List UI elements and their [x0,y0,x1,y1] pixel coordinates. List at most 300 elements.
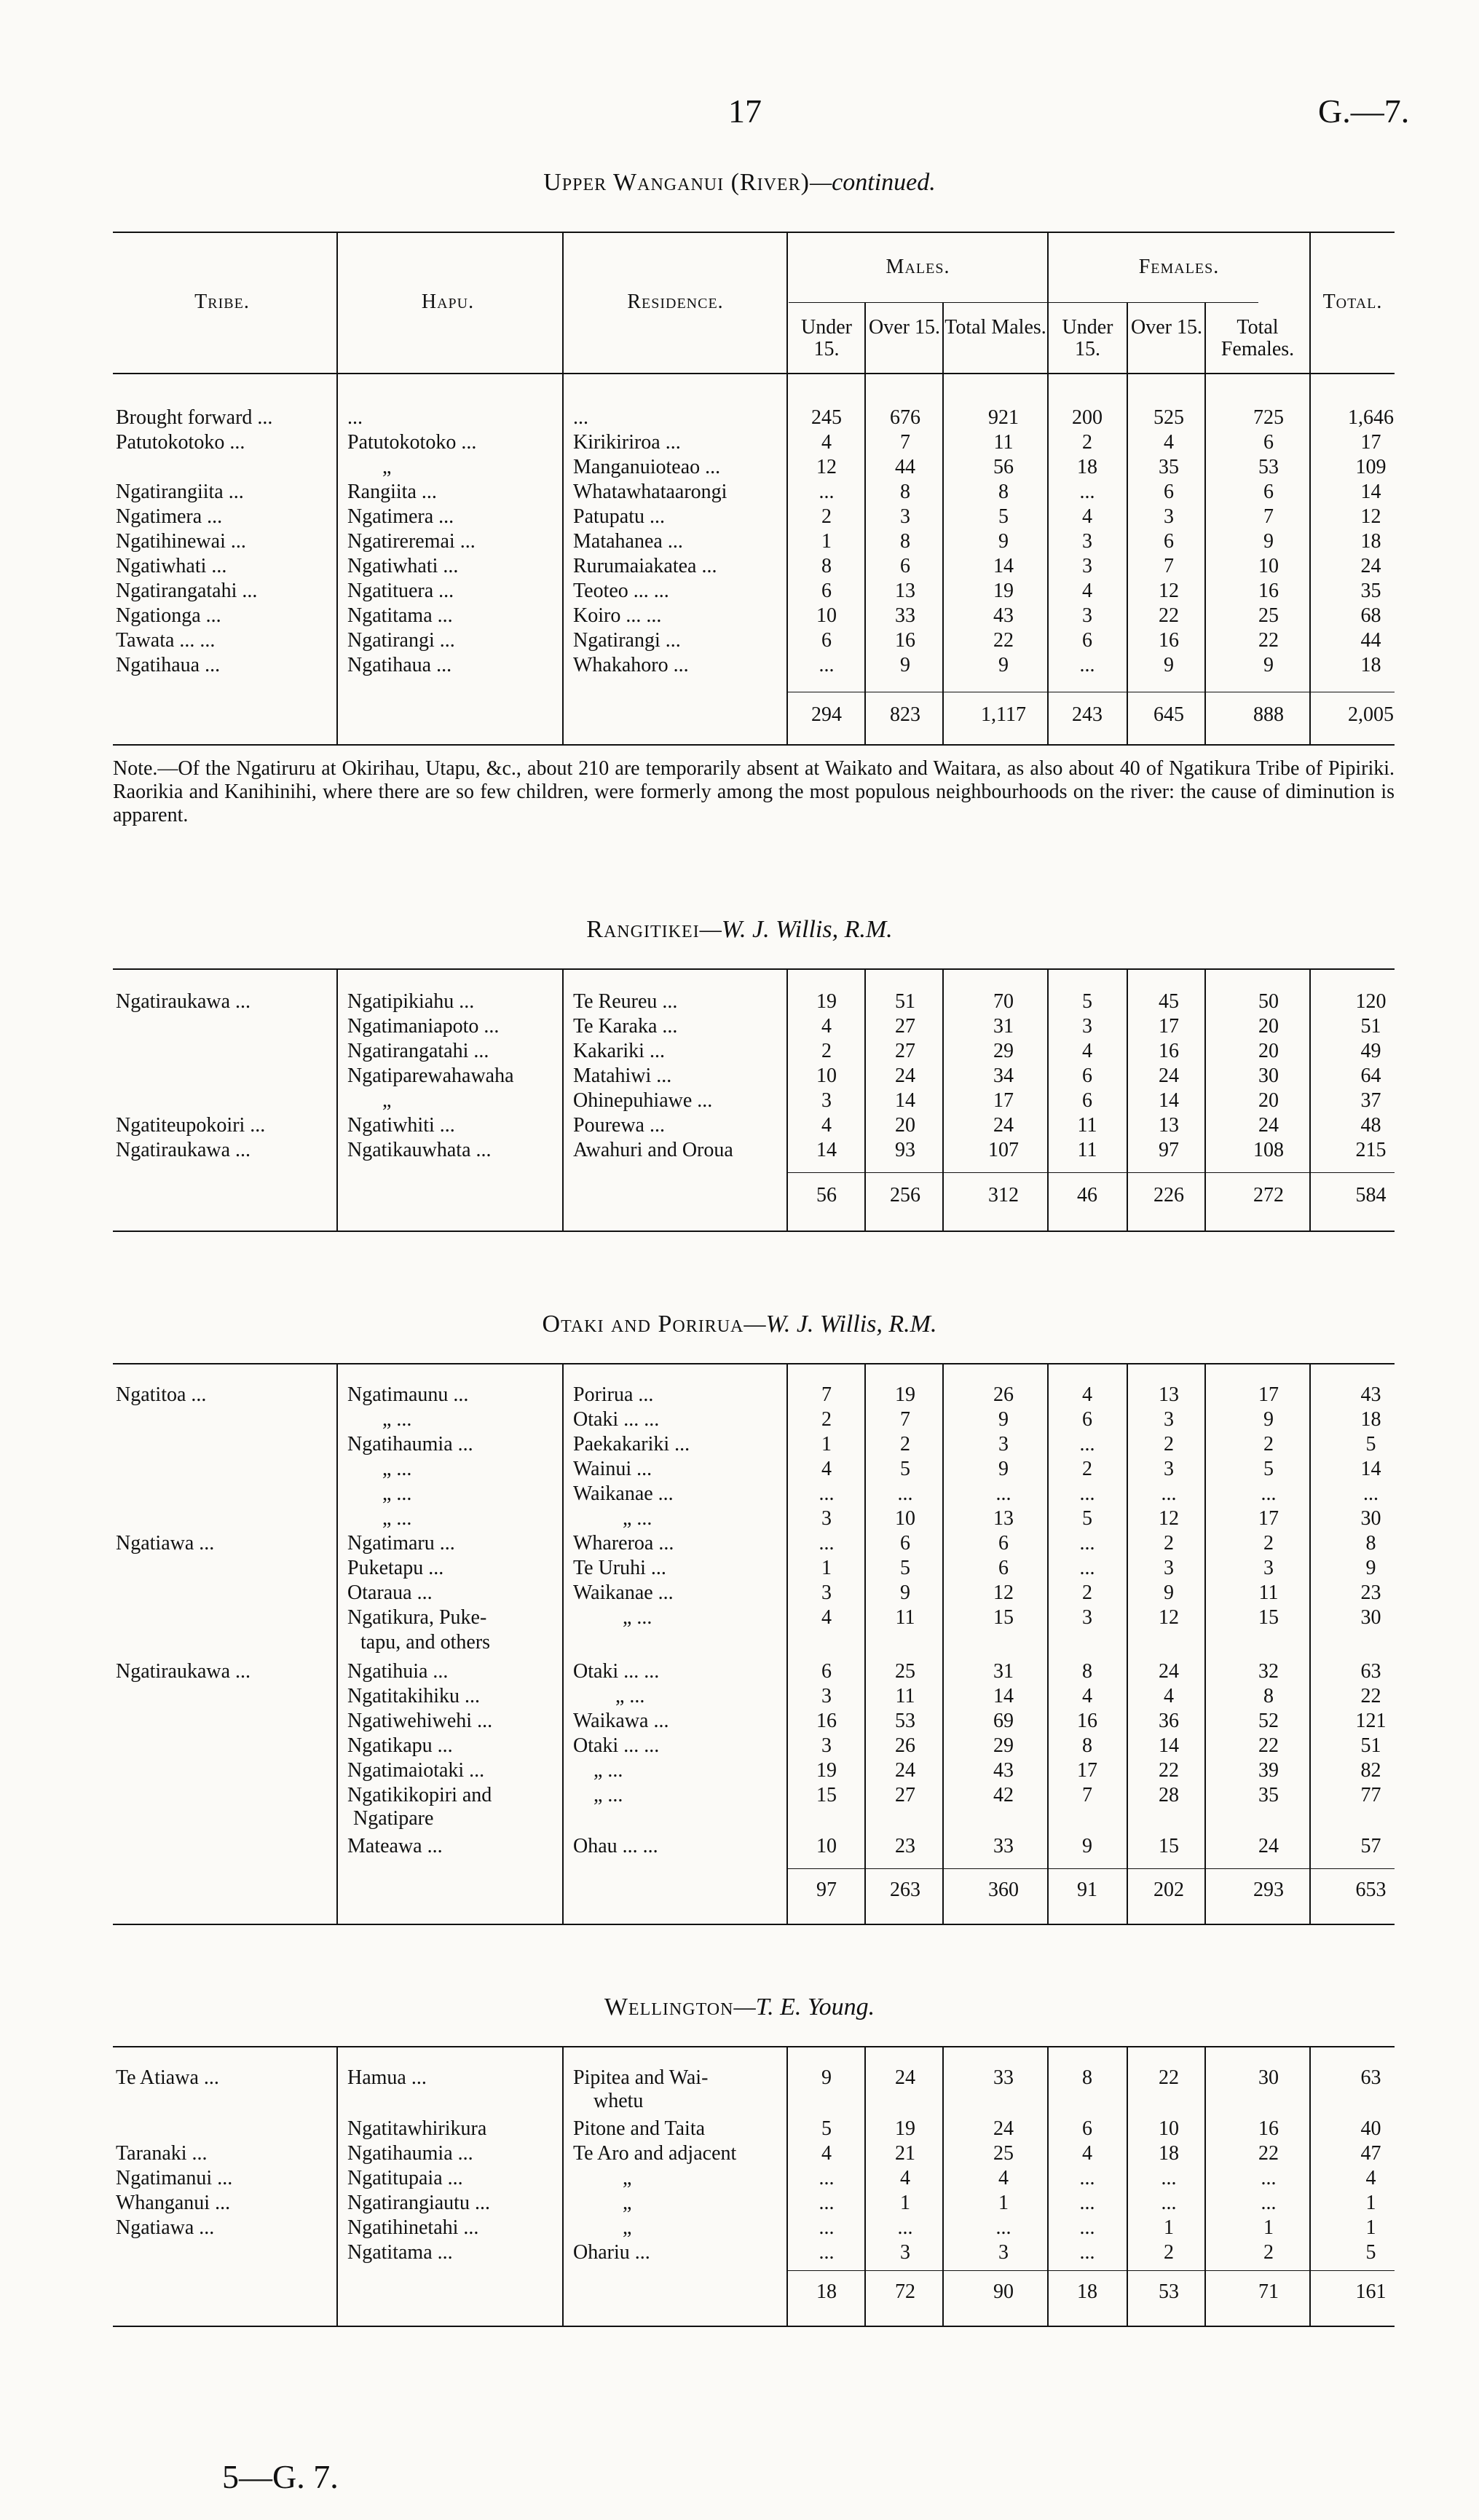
hapu-cell: Ngatituera ... [347,580,454,602]
value-cell: 16 [1077,1710,1097,1732]
value-cell: 16 [816,1710,837,1732]
hapu-cell: Otaraua ... [347,1581,433,1604]
total-cell: 226 [1153,1184,1184,1206]
total-cell: 71 [1258,2280,1279,2303]
value-cell: 9 [998,1458,1009,1480]
value-cell: 20 [895,1114,915,1137]
value-cell: 7 [1082,1784,1092,1806]
note-paragraph: Note.—Of the Ngatiruru at Okirihau, Utapu, &c., about 210 are temporarily absent at Waikato and Waitara, as also about 40 of Ngatikura Tribe of Pipiriki. Raorikia and Kanihinihi, where there are so few children, were formerly among the most populous neighbourhoods on the river: the cause of diminution is apparent. [113,757,1395,826]
residence-cell: „ [623,2192,632,2214]
value-cell: 4 [900,2167,910,2189]
residence-cell: Kirikiriroa ... [573,431,681,454]
total-cell: 584 [1355,1184,1387,1206]
table-row [113,1040,1395,1064]
value-cell: 15 [816,1784,837,1806]
tribe-cell: Ngatiraukawa ... [116,1660,251,1683]
hapu-cell: Ngatitama ... [347,2241,453,2264]
value-cell: 24 [993,1114,1014,1137]
value-cell: 9 [1164,1581,1174,1604]
value-cell: 2 [1164,1433,1174,1455]
hapu-cell: Ngatireremai ... [347,530,476,553]
value-cell: 6 [1082,2117,1092,2140]
value-cell: 43 [993,1759,1014,1782]
value-cell: 6 [1082,629,1092,652]
tribe-cell: Taranaki ... [116,2142,208,2165]
table-row [113,1557,1395,1581]
value-cell: 7 [900,1408,910,1431]
value-cell: 108 [1253,1139,1284,1161]
value-cell: 4 [1082,1040,1092,1062]
value-cell: 2 [1263,2241,1274,2264]
value-cell: 4 [998,2167,1009,2189]
tribe-cell: Ngatiawa ... [116,1532,215,1555]
value-cell: 8 [1263,1685,1274,1707]
subheader-rule [789,302,1258,303]
residence-cell: Matahiwi ... [573,1065,672,1087]
total-cell: 653 [1355,1879,1387,1901]
value-cell: ... [1161,2192,1177,2214]
value-cell: 245 [811,406,842,429]
value-cell: 4 [821,1114,832,1137]
table-row [113,2167,1395,2191]
value-cell: 107 [988,1139,1019,1161]
value-cell: 3 [821,1734,832,1757]
value-cell: 30 [1258,1065,1279,1087]
value-cell: 10 [1159,2117,1179,2140]
value-cell: 77 [1360,1784,1381,1806]
value-cell: 22 [1258,629,1279,652]
col-tribe: Tribe. [194,291,250,313]
table-row [113,1710,1395,1734]
value-cell: 16 [1258,580,1279,602]
value-cell: 1 [1365,2192,1376,2214]
value-cell: 30 [1258,2066,1279,2089]
value-cell: 32 [1258,1660,1279,1683]
value-cell: 22 [1159,2066,1179,2089]
value-cell: ... [897,1482,913,1505]
value-cell: 45 [1159,990,1179,1013]
hapu-cell: Ngatipikiahu ... [347,990,475,1013]
residence-cell: Waikanae ... [573,1581,674,1604]
value-cell: ... [1079,2192,1095,2214]
value-cell: 10 [816,1835,837,1857]
residence-cell: Waikawa ... [573,1710,669,1732]
value-cell: 24 [1258,1114,1279,1137]
col-females-over15: Over 15. [1131,316,1202,339]
value-cell: 35 [1360,580,1381,602]
value-cell: 18 [1360,654,1381,676]
hapu-cell: Ngatikapu ... [347,1734,453,1757]
totals-rule [786,1172,1395,1173]
value-cell: 24 [993,2117,1014,2140]
value-cell: 3 [1082,1606,1092,1629]
value-cell: 4 [1164,431,1174,454]
tribe-cell: Ngatiraukawa ... [116,1139,251,1161]
hapu-cell: Ngatiwhati ... [347,555,459,577]
value-cell: ... [819,654,835,676]
total-cell: 72 [895,2280,915,2303]
residence-cell: Pitone and Taita [573,2117,706,2140]
value-cell: 24 [1159,1660,1179,1683]
hapu-cell: tapu, and others [360,1631,491,1654]
value-cell: 19 [993,580,1014,602]
table-row [113,555,1395,579]
value-cell: 13 [1159,1383,1179,1406]
value-cell: 5 [998,505,1009,528]
residence-cell: Te Reureu ... [573,990,678,1013]
table-row [113,604,1395,628]
value-cell: 11 [1077,1139,1097,1161]
hapu-cell: Ngatikura, Puke- [347,1606,487,1629]
value-cell: 15 [1258,1606,1279,1629]
value-cell: 6 [1164,481,1174,503]
value-cell: ... [1079,2241,1095,2264]
value-cell: 9 [821,2066,832,2089]
value-cell: 1,646 [1348,406,1394,429]
residence-cell: Ngatirangi ... [573,629,681,652]
value-cell: 24 [1159,1065,1179,1087]
value-cell: 14 [1360,1458,1381,1480]
value-cell: 51 [1360,1734,1381,1757]
value-cell: 12 [1159,1606,1179,1629]
hapu-cell: Ngatikikopiri and [347,1784,492,1806]
value-cell: 14 [1360,481,1381,503]
col-females: Females. [1138,256,1220,278]
residence-cell: Ohinepuhiawe ... [573,1089,713,1112]
value-cell: ... [1079,1532,1095,1555]
residence-cell: Teoteo ... ... [573,580,669,602]
value-cell: 52 [1258,1710,1279,1732]
value-cell: 3 [1082,1015,1092,1038]
hapu-cell: Mateawa ... [347,1835,443,1857]
value-cell: 23 [1360,1581,1381,1604]
total-cell: 2,005 [1348,703,1394,726]
value-cell: ... [897,2216,913,2239]
value-cell: 57 [1360,1835,1381,1857]
header-top-rule [113,232,1395,233]
value-cell: 4 [821,431,832,454]
value-cell: 17 [1077,1759,1097,1782]
value-cell: 69 [993,1710,1014,1732]
value-cell: 1 [900,2192,910,2214]
value-cell: ... [819,2241,835,2264]
value-cell: 2 [1164,2241,1174,2264]
hapu-cell: Ngatimaru ... [347,1532,455,1555]
value-cell: 28 [1159,1784,1179,1806]
hapu-cell: Ngatirangatahi ... [347,1040,489,1062]
page-number: 17 [728,92,762,130]
value-cell: 27 [895,1015,915,1038]
table-row [113,2192,1395,2216]
value-cell: 6 [900,1532,910,1555]
value-cell: 50 [1258,990,1279,1013]
table-row [113,1784,1395,1808]
table-row [113,1759,1395,1783]
value-cell: 17 [1258,1383,1279,1406]
value-cell: 5 [900,1458,910,1480]
table-row [113,2090,1395,2114]
table-row [113,1660,1395,1684]
value-cell: 31 [993,1015,1014,1038]
value-cell: 3 [1164,1408,1174,1431]
hapu-cell: Ngatihaumia ... [347,1433,473,1455]
value-cell: 6 [1164,530,1174,553]
value-cell: 43 [1360,1383,1381,1406]
total-cell: 888 [1253,703,1284,726]
value-cell: 3 [900,2241,910,2264]
value-cell: 18 [1360,1408,1381,1431]
value-cell: 14 [1159,1089,1179,1112]
value-cell: 2 [821,1040,832,1062]
table-row [113,456,1395,480]
value-cell: 9 [1263,530,1274,553]
value-cell: 2 [1082,431,1092,454]
residence-cell: Te Karaka ... [573,1015,678,1038]
value-cell: 16 [1159,629,1179,652]
value-cell: 22 [1258,2142,1279,2165]
value-cell: 2 [1263,1433,1274,1455]
value-cell: 17 [1159,1015,1179,1038]
table-row [113,1065,1395,1089]
residence-cell: Whatawhataarongi [573,481,727,503]
value-cell: 676 [890,406,920,429]
hapu-cell: Ngatimaiotaki ... [347,1759,485,1782]
value-cell: 4 [821,1015,832,1038]
hapu-cell: ... [347,406,363,429]
tribe-cell: Ngatiteupokoiri ... [116,1114,266,1137]
table-bottom-rule [113,1231,1395,1232]
value-cell: 14 [993,1685,1014,1707]
table-row [113,1685,1395,1709]
value-cell: 200 [1072,406,1103,429]
hapu-cell: Puketapu ... [347,1557,444,1579]
total-cell: 243 [1072,703,1103,726]
total-cell: 312 [988,1184,1019,1206]
value-cell: 31 [993,1660,1014,1683]
value-cell: ... [1079,1557,1095,1579]
value-cell: 82 [1360,1759,1381,1782]
value-cell: 13 [895,580,915,602]
value-cell: 36 [1159,1710,1179,1732]
residence-cell: „ ... [623,1507,652,1530]
value-cell: 63 [1360,1660,1381,1683]
hapu-cell: Ngatimaunu ... [347,1383,469,1406]
tribe-cell: Ngatiwhati ... [116,555,227,577]
residence-cell: Rurumaiakatea ... [573,555,717,577]
value-cell: 4 [821,1606,832,1629]
total-cell: 263 [890,1879,920,1901]
table-bottom-rule [113,744,1395,746]
residence-cell: „ ... [593,1759,623,1782]
value-cell: 20 [1258,1089,1279,1112]
residence-cell: Pipitea and Wai- [573,2066,709,2089]
value-cell: 10 [895,1507,915,1530]
value-cell: 51 [895,990,915,1013]
value-cell: 3 [821,1685,832,1707]
total-cell: 97 [816,1879,837,1901]
hapu-cell: Ngatiwhiti ... [347,1114,455,1137]
value-cell: 3 [1164,1458,1174,1480]
value-cell: 7 [1263,505,1274,528]
section-top-rule [113,1363,1395,1364]
value-cell: 5 [1082,1507,1092,1530]
value-cell: 35 [1258,1784,1279,1806]
tribe-cell: Whanganui ... [116,2192,231,2214]
value-cell: 63 [1360,2066,1381,2089]
value-cell: ... [819,1532,835,1555]
value-cell: 1 [1164,2216,1174,2239]
tribe-cell: Ngatihaua ... [116,654,221,676]
value-cell: 9 [1082,1835,1092,1857]
value-cell: 6 [1082,1065,1092,1087]
table-row [113,1631,1395,1655]
tribe-cell: Brought forward ... [116,406,273,429]
value-cell: 3 [821,1089,832,1112]
value-cell: 3 [1263,1557,1274,1579]
value-cell: 10 [816,604,837,627]
value-cell: ... [995,1482,1011,1505]
table-row [113,654,1395,678]
value-cell: 16 [1159,1040,1179,1062]
value-cell: 34 [993,1065,1014,1087]
value-cell: 10 [1258,555,1279,577]
value-cell: 725 [1253,406,1284,429]
value-cell: 1 [1263,2216,1274,2239]
value-cell: 5 [1365,2241,1376,2264]
totals-row [113,703,1395,727]
value-cell: 25 [1258,604,1279,627]
value-cell: 93 [895,1139,915,1161]
value-cell: 17 [1258,1507,1279,1530]
value-cell: 6 [900,555,910,577]
table-row [113,481,1395,505]
value-cell: 19 [816,1759,837,1782]
value-cell: 22 [993,629,1014,652]
total-cell: 202 [1153,1879,1184,1901]
total-cell: 360 [988,1879,1019,1901]
col-males: Males. [886,256,950,278]
totals-rule [786,2270,1395,2271]
value-cell: 33 [895,604,915,627]
table-row [113,1532,1395,1556]
total-cell: 56 [816,1184,837,1206]
value-cell: 8 [900,530,910,553]
value-cell: 19 [895,1383,915,1406]
hapu-cell: Ngatimaniapoto ... [347,1015,500,1038]
value-cell: ... [1261,2192,1277,2214]
value-cell: 53 [1258,456,1279,478]
hapu-cell: Ngatihinetahi ... [347,2216,479,2239]
value-cell: 30 [1360,1606,1381,1629]
value-cell: 22 [1159,1759,1179,1782]
value-cell: 4 [1365,2167,1376,2189]
table-row [113,406,1395,430]
value-cell: 6 [998,1532,1009,1555]
value-cell: 14 [993,555,1014,577]
col-hapu: Hapu. [421,291,475,313]
residence-cell: Whareroa ... [573,1532,674,1555]
value-cell: 42 [993,1784,1014,1806]
value-cell: 14 [816,1139,837,1161]
hapu-cell: Ngatihaumia ... [347,2142,473,2165]
value-cell: 11 [895,1685,915,1707]
total-cell: 293 [1253,1879,1284,1901]
hapu-cell: „ ... [382,1458,412,1480]
value-cell: 6 [1082,1089,1092,1112]
value-cell: 7 [821,1383,832,1406]
residence-cell: „ ... [593,1784,623,1806]
total-cell: 256 [890,1184,920,1206]
value-cell: 3 [821,1507,832,1530]
value-cell: 4 [821,2142,832,2165]
residence-cell: Kakariki ... [573,1040,665,1062]
hapu-cell: Ngatitawhirikura [347,2117,487,2140]
residence-cell: „ ... [623,1606,652,1629]
value-cell: 1 [821,1433,832,1455]
col-males-total: Total Males. [944,316,1046,339]
value-cell: 4 [1082,2142,1092,2165]
header-bottom-rule [113,373,1395,374]
residence-cell: Patupatu ... [573,505,665,528]
value-cell: 27 [895,1784,915,1806]
section-title-upper-wanganui: Upper Wanganui (River)—continued. [543,169,936,196]
residence-cell: ... [573,406,588,429]
value-cell: 2 [1082,1581,1092,1604]
tribe-cell: Ngatirangiita ... [116,481,244,503]
hapu-cell: „ [382,1089,392,1112]
table-row [113,1089,1395,1113]
table-row [113,1734,1395,1758]
value-cell: 4 [1082,505,1092,528]
table-row [113,1015,1395,1039]
value-cell: 6 [821,629,832,652]
total-cell: 46 [1077,1184,1097,1206]
residence-cell: Waikanae ... [573,1482,674,1505]
value-cell: 6 [1263,481,1274,503]
value-cell: 1 [1365,2216,1376,2239]
value-cell: 3 [998,2241,1009,2264]
value-cell: 6 [1263,431,1274,454]
value-cell: 2 [1164,1532,1174,1555]
table-row [113,2216,1395,2240]
table-row [113,990,1395,1014]
tribe-cell: Ngatiraukawa ... [116,990,251,1013]
value-cell: 2 [1263,1532,1274,1555]
value-cell: 5 [821,2117,832,2140]
value-cell: 3 [1082,604,1092,627]
value-cell: 29 [993,1040,1014,1062]
hapu-cell: Ngatitakihiku ... [347,1685,480,1707]
tribe-cell: Patutokotoko ... [116,431,245,454]
tribe-cell: Ngatihinewai ... [116,530,246,553]
residence-cell: Otaki ... ... [573,1408,660,1431]
value-cell: 19 [816,990,837,1013]
tribe-cell: Ngatitoa ... [116,1383,207,1406]
value-cell: 6 [821,1660,832,1683]
value-cell: 11 [895,1606,915,1629]
value-cell: 24 [895,1065,915,1087]
hapu-cell: Rangiita ... [347,481,437,503]
value-cell: 120 [1355,990,1387,1013]
hapu-cell: Ngatimera ... [347,505,454,528]
value-cell: 27 [895,1040,915,1062]
value-cell: ... [1261,1482,1277,1505]
value-cell: 4 [1082,580,1092,602]
residence-cell: Manganuioteao ... [573,456,721,478]
value-cell: 5 [1263,1458,1274,1480]
section-title-rangitikei: Rangitikei—W. J. Willis, R.M. [586,916,893,943]
value-cell: ... [819,2216,835,2239]
